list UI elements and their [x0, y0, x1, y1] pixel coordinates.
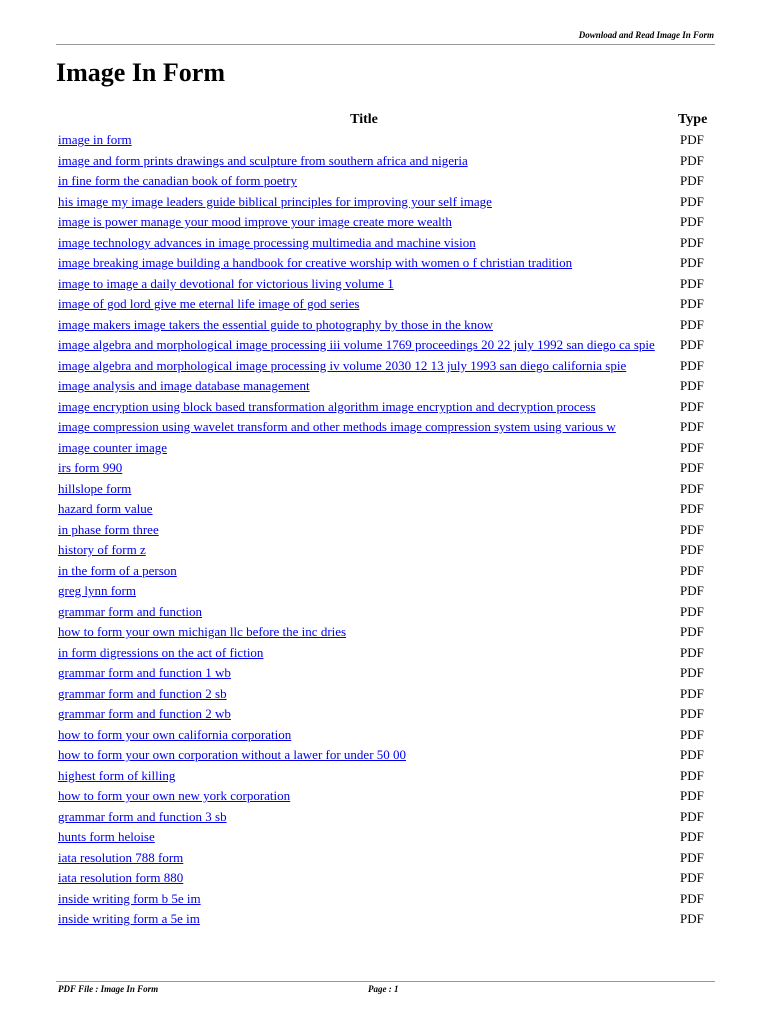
document-title-link[interactable]: how to form your own new york corporation [58, 788, 291, 804]
document-title-link[interactable]: image encryption using block based transformation algorithm image encryption and decryption process [58, 398, 596, 414]
table-row [56, 397, 715, 418]
table-row [56, 745, 715, 766]
document-title-link[interactable]: image to image a daily devotional for victorious living volume 1 [58, 275, 394, 291]
document-title-link[interactable]: image breaking image building a handbook for creative worship with women o f christian tradition [58, 255, 573, 271]
file-type-cell: PDF [680, 275, 704, 291]
document-title-link[interactable]: grammar form and function [58, 603, 203, 619]
table-row [56, 868, 715, 889]
document-title-link[interactable]: image and form prints drawings and sculpture from southern africa and nigeria [58, 152, 468, 168]
file-type-cell: PDF [680, 788, 704, 804]
document-title-link[interactable]: image is power manage your mood improve your image create more wealth [58, 214, 452, 230]
title-cell [56, 335, 672, 356]
file-type-cell: PDF [680, 808, 704, 824]
file-type-cell: PDF [680, 583, 704, 599]
table-row [56, 499, 715, 520]
document-title-link[interactable]: in the form of a person [58, 562, 177, 578]
title-cell [56, 704, 672, 725]
file-type-cell: PDF [680, 337, 704, 353]
file-type-cell: PDF [680, 542, 704, 558]
table-row [56, 458, 715, 479]
file-type-cell: PDF [680, 706, 704, 722]
document-title-link[interactable]: image algebra and morphological image processing iii volume 1769 proceedings 20 22 july 1992 san diego ca spie [58, 337, 655, 353]
title-cell [56, 725, 672, 746]
table-row [56, 786, 715, 807]
table-row [56, 212, 715, 233]
file-type-cell: PDF [680, 378, 704, 394]
file-type-cell: PDF [680, 214, 704, 230]
document-title-link[interactable]: image makers image takers the essential guide to photography by those in the know [58, 316, 494, 332]
title-cell [56, 848, 672, 869]
title-cell [56, 274, 672, 295]
document-title-link[interactable]: highest form of killing [58, 767, 176, 783]
type-column-header: Type [678, 112, 708, 127]
file-type-cell: PDF [680, 644, 704, 660]
header-divider [56, 44, 715, 45]
title-cell [56, 192, 672, 213]
document-title-link[interactable]: grammar form and function 2 sb [58, 685, 227, 701]
table-row [56, 294, 715, 315]
title-cell [56, 786, 672, 807]
table-row [56, 704, 715, 725]
document-title-link[interactable]: in form digressions on the act of fiction [58, 644, 264, 660]
file-type-cell: PDF [680, 890, 704, 906]
table-row [56, 130, 715, 151]
file-type-cell: PDF [680, 665, 704, 681]
title-cell [56, 294, 672, 315]
document-title-link[interactable]: history of form z [58, 542, 146, 558]
file-type-cell: PDF [680, 255, 704, 271]
title-cell [56, 253, 672, 274]
file-type-cell: PDF [680, 132, 704, 148]
file-type-cell: PDF [680, 439, 704, 455]
title-cell [56, 766, 672, 787]
title-cell [56, 540, 672, 561]
file-type-cell: PDF [680, 603, 704, 619]
title-cell [56, 315, 672, 336]
document-title-link[interactable]: grammar form and function 1 wb [58, 665, 231, 681]
file-type-cell: PDF [680, 685, 704, 701]
page-header: Download and Read Image In Form [578, 30, 714, 40]
table-row [56, 233, 715, 254]
footer-page-number: Page : 1 [368, 984, 399, 994]
title-cell [56, 233, 672, 254]
table-row [56, 540, 715, 561]
table-row [56, 192, 715, 213]
table-row [56, 663, 715, 684]
document-title-link[interactable]: in phase form three [58, 521, 159, 537]
title-cell [56, 643, 672, 664]
table-row [56, 417, 715, 438]
file-type-cell: PDF [680, 398, 704, 414]
document-title-link[interactable]: image counter image [58, 439, 168, 455]
title-cell [56, 212, 672, 233]
document-title-link[interactable]: greg lynn form [58, 583, 136, 599]
title-cell [56, 417, 672, 438]
table-row [56, 438, 715, 459]
title-cell [56, 745, 672, 766]
table-row [56, 848, 715, 869]
title-cell [56, 171, 672, 192]
document-title-link[interactable]: grammar form and function 3 sb [58, 808, 227, 824]
file-type-cell: PDF [680, 501, 704, 517]
table-row [56, 602, 715, 623]
title-cell [56, 479, 672, 500]
table-row [56, 151, 715, 172]
file-type-cell: PDF [680, 296, 704, 312]
title-cell [56, 376, 672, 397]
table-row [56, 581, 715, 602]
title-cell [56, 356, 672, 377]
file-type-cell: PDF [680, 173, 704, 189]
file-type-cell: PDF [680, 562, 704, 578]
document-title-link[interactable]: inside writing form a 5e im [58, 911, 200, 927]
title-cell [56, 561, 672, 582]
document-title-link[interactable]: iata resolution 788 form [58, 849, 184, 865]
document-title-link[interactable]: inside writing form b 5e im [58, 890, 201, 906]
table-row [56, 376, 715, 397]
file-type-cell: PDF [680, 460, 704, 476]
title-cell [56, 151, 672, 172]
file-type-cell: PDF [680, 193, 704, 209]
file-type-cell: PDF [680, 357, 704, 373]
document-title-link[interactable]: iata resolution form 880 [58, 870, 184, 886]
file-type-cell: PDF [680, 849, 704, 865]
title-cell [56, 909, 672, 930]
document-title-link[interactable]: his image my image leaders guide biblical principles for improving your self image [58, 193, 492, 209]
file-type-cell: PDF [680, 419, 704, 435]
table-row [56, 909, 715, 930]
document-title-link[interactable]: image algebra and morphological image processing iv volume 2030 12 13 july 1993 san diego california spie [58, 357, 627, 373]
table-row [56, 725, 715, 746]
document-title-link[interactable]: irs form 990 [58, 460, 123, 476]
table-row [56, 807, 715, 828]
table-row [56, 253, 715, 274]
file-type-cell: PDF [680, 624, 704, 640]
file-type-cell: PDF [680, 911, 704, 927]
footer-divider [56, 981, 715, 982]
title-cell [56, 458, 672, 479]
document-title-link[interactable]: image technology advances in image processing multimedia and machine vision [58, 234, 476, 250]
table-row [56, 356, 715, 377]
table-row [56, 335, 715, 356]
file-type-cell: PDF [680, 234, 704, 250]
document-title-link[interactable]: hazard form value [58, 501, 153, 517]
file-type-cell: PDF [680, 152, 704, 168]
title-cell [56, 130, 672, 151]
title-cell [56, 807, 672, 828]
file-type-cell: PDF [680, 726, 704, 742]
title-cell [56, 663, 672, 684]
document-list-table [56, 110, 715, 930]
title-cell [56, 889, 672, 910]
document-title-link[interactable]: how to form your own corporation without a lawer for under 50 00 [58, 747, 407, 763]
document-title-link[interactable]: image of god lord give me eternal life image of god series [58, 296, 360, 312]
document-title: Image In Form [56, 58, 225, 87]
title-cell [56, 827, 672, 848]
title-cell [56, 622, 672, 643]
table-row [56, 171, 715, 192]
table-body [56, 130, 715, 930]
document-title-link[interactable]: grammar form and function 2 wb [58, 706, 231, 722]
document-title-link[interactable]: in fine form the canadian book of form poetry [58, 173, 297, 189]
title-cell [56, 581, 672, 602]
table-row [56, 274, 715, 295]
table-row [56, 561, 715, 582]
title-cell [56, 602, 672, 623]
table-row [56, 520, 715, 541]
file-type-cell: PDF [680, 767, 704, 783]
table-row [56, 827, 715, 848]
title-column-header: Title [350, 112, 378, 127]
table-row [56, 766, 715, 787]
table-header-row [56, 110, 715, 130]
title-cell [56, 438, 672, 459]
title-cell [56, 868, 672, 889]
document-title-link[interactable]: hunts form heloise [58, 829, 155, 845]
file-type-cell: PDF [680, 480, 704, 496]
document-title-link[interactable]: hillslope form [58, 480, 132, 496]
table-row [56, 315, 715, 336]
file-type-cell: PDF [680, 829, 704, 845]
table-row [56, 643, 715, 664]
document-title-link[interactable]: how to form your own michigan llc before the inc dries [58, 624, 347, 640]
document-title-link[interactable]: image compression using wavelet transform and other methods image compression system using various w [58, 419, 616, 435]
document-title-link[interactable]: image in form [58, 132, 132, 148]
title-cell [56, 520, 672, 541]
title-cell [56, 499, 672, 520]
title-cell [56, 397, 672, 418]
document-title-link[interactable]: how to form your own california corporation [58, 726, 292, 742]
file-type-cell: PDF [680, 521, 704, 537]
file-type-cell: PDF [680, 747, 704, 763]
footer-file-label: PDF File : Image In Form [58, 984, 159, 994]
table-row [56, 622, 715, 643]
table-row [56, 889, 715, 910]
file-type-cell: PDF [680, 316, 704, 332]
table-row [56, 684, 715, 705]
table-row [56, 479, 715, 500]
document-title-link[interactable]: image analysis and image database management [58, 378, 310, 394]
file-type-cell: PDF [680, 870, 704, 886]
title-cell [56, 684, 672, 705]
